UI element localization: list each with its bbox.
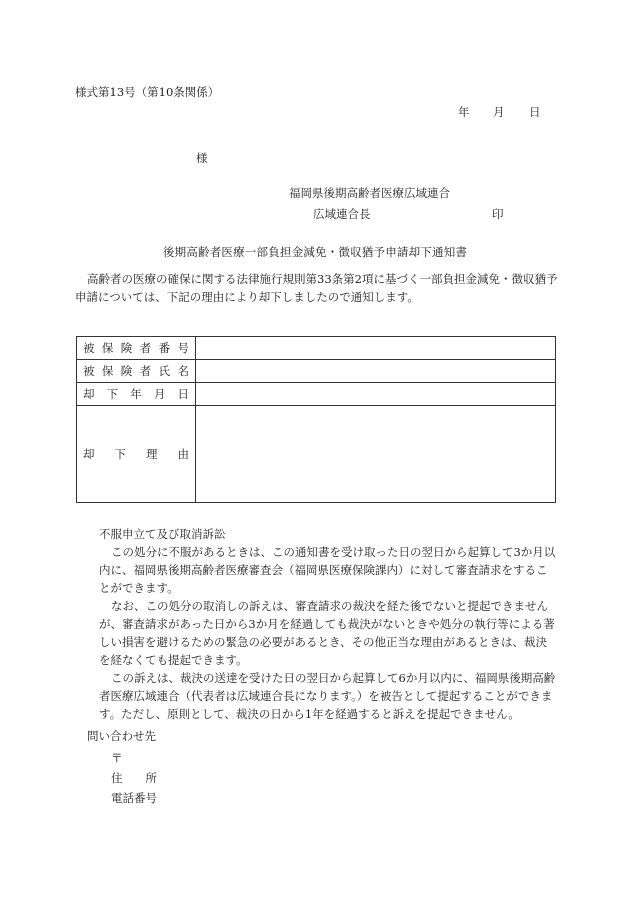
label-char: 保 [101, 364, 114, 378]
issuer-title: 広域連合長 [313, 207, 371, 221]
label-char: 下 [114, 447, 126, 461]
inquiry-postal: 〒 [111, 751, 123, 765]
label-char: 月 [153, 387, 166, 401]
table-row [77, 360, 556, 383]
date-year-label: 年 [458, 105, 470, 119]
row-value-insured-name [196, 360, 556, 383]
row-value-rejection-reason [196, 406, 556, 503]
issuer-organization: 福岡県後期高齢者医療広域連合 [289, 186, 450, 200]
table-row [77, 383, 556, 406]
table-row [77, 337, 556, 360]
date-month-label: 月 [493, 105, 505, 119]
inquiry-address-label: 住 所 [111, 771, 157, 785]
label-char: 下 [106, 387, 119, 401]
row-value-rejection-date [196, 383, 556, 406]
label-char: 年 [130, 387, 142, 401]
inquiry-phone-label: 電話番号 [111, 791, 157, 805]
table-row [77, 406, 556, 503]
label-char: 名 [177, 364, 189, 378]
label-char: 保 [101, 341, 114, 355]
label-char: 号 [177, 341, 189, 355]
label-char: 由 [177, 447, 189, 461]
label-char: 者 [139, 341, 152, 355]
row-label-insured-number [77, 337, 196, 360]
seal-mark: 印 [492, 207, 504, 221]
appeal-heading: 不服申立て及び取消訴訟 [99, 527, 226, 541]
date-day-label: 日 [529, 105, 541, 119]
row-label-insured-name [77, 360, 196, 383]
label-char: 却 [83, 447, 95, 461]
label-char: 氏 [158, 364, 171, 378]
row-value-insured-number [196, 337, 556, 360]
appeal-section [99, 525, 557, 723]
intro-paragraph: 高齢者の医療の確保に関する法律施行規則第33条第2項に基づく一部負担金減免・徴収猶予申請については、下記の理由により却下しましたので通知します。 [75, 272, 558, 304]
row-label-rejection-date [77, 383, 196, 406]
addressee-honorific: 様 [196, 151, 208, 165]
label-char: 険 [120, 341, 133, 355]
appeal-paragraph-3: この訴えは、裁決の送達を受けた日の翌日から起算して6か月以内に、福岡県後期高齢者医療広域連合（代表者は広域連合長になります。）を被告として提起することができます。ただし、原則として、裁決の日から1年を経過すると訴えを提起できません。 [99, 671, 556, 721]
document-title: 後期高齢者医療一部負担金減免・徴収猶予申請却下通知書 [162, 245, 468, 259]
label-char: 険 [120, 364, 133, 378]
appeal-paragraph-2: なお、この処分の取消しの訴えは、審査請求の裁決を経た後でないと提起できませんが、審査請求があった日から3か月を経過しても裁決がないときや処分の執行等による著しい損害を避けるための緊急の必要があるとき、その他正当な理由があるときは、裁決を経なくても提起できます。 [99, 599, 555, 667]
label-char: 却 [83, 387, 95, 401]
row-label-rejection-reason [77, 406, 196, 503]
appeal-paragraph-1: この処分に不服があるときは、この通知書を受け取った日の翌日から起算して3か月以内に、福岡県後期高齢者医療審査会（福岡県医療保険課内）に対して審査請求をすることができます。 [99, 545, 556, 595]
inquiry-heading: 問い合わせ先 [87, 729, 156, 743]
label-char: 日 [177, 387, 189, 401]
label-char: 被 [83, 364, 95, 378]
label-char: 理 [146, 447, 158, 461]
label-char: 者 [139, 364, 152, 378]
form-number: 様式第13号（第10条関係） [75, 85, 220, 99]
label-char: 被 [83, 341, 95, 355]
applicant-info-table [76, 336, 556, 503]
label-char: 番 [158, 341, 171, 355]
